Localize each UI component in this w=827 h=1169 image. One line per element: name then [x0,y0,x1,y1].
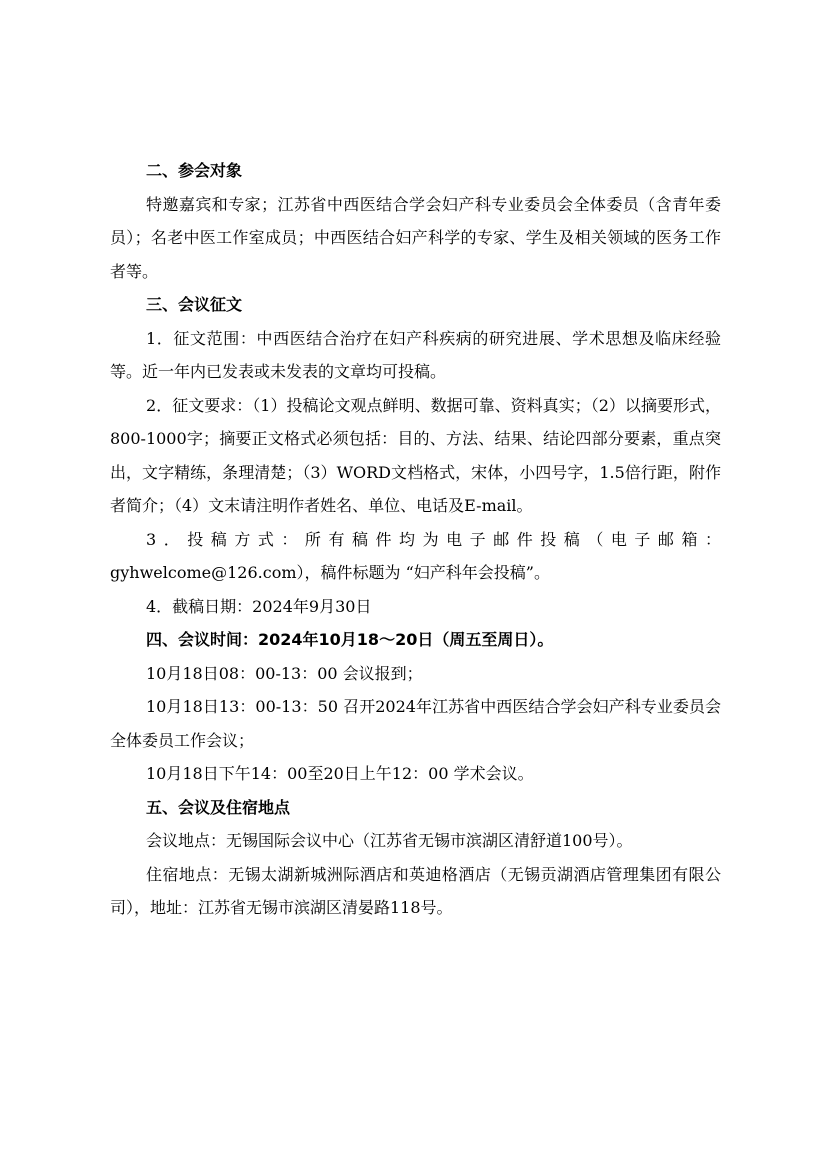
section-heading-time: 四、会议时间：2024年10月18～20日（周五至周日）。 [146,630,554,649]
schedule-registration: 10月18日08：00-13：00 会议报到； [146,663,423,683]
papers-requirements-paragraph: 2．征文要求：（1）投稿论文观点鲜明、数据可靠、资料真实；（2）以摘要形式，800-1000字；摘要正文格式必须包括：目的、方法、结果、结论四部分要素，重点突出，文字精练，条理清楚；（3）WORD文档格式，宋体，小四号字，1.5倍行距，附作者简介；（4）文末请注明作者姓名、单位、电话及E-mail。 [110,395,721,515]
section-heading-attendees: 二、参会对象 [146,161,243,180]
schedule-committee-meeting: 10月18日13：00-13：50 召开2024年江苏省中西医结合学会妇产科专业委员会全体委员工作会议； [110,697,721,750]
section-heading-venue: 五、会议及住宿地点 [146,797,291,817]
papers-scope-paragraph: 1．征文范围：中西医结合治疗在妇产科疾病的研究进展、学术思想及临床经验等。近一年内已发表或未发表的文章均可投稿。 [110,328,721,381]
section-heading-papers: 三、会议征文 [146,295,243,314]
accommodation-paragraph: 住宿地点：无锡太湖新城洲际酒店和英迪格酒店（无锡贡湖酒店管理集团有限公司），地址：江苏省无锡市滨湖区清晏路118号。 [110,864,721,917]
venue-paragraph: 会议地点：无锡国际会议中心（江苏省无锡市滨湖区清舒道100号）。 [146,831,633,850]
attendees-paragraph: 特邀嘉宾和专家；江苏省中西医结合学会妇产科专业委员会全体委员（含青年委员）；名老中医工作室成员；中西医结合妇产科学的专家、学生及相关领域的医务工作者等。 [110,194,721,281]
schedule-academic-meeting: 10月18日下午14：00至20日上午12：00 学术会议。 [146,764,534,783]
papers-deadline-paragraph: 4．截稿日期：2024年9月30日 [146,596,372,616]
papers-submission-paragraph: 3．投稿方式：所有稿件均为电子邮件投稿（电子邮箱：gyhwelcome@126.com），稿件标题为 “妇产科年会投稿”。 [110,529,721,582]
